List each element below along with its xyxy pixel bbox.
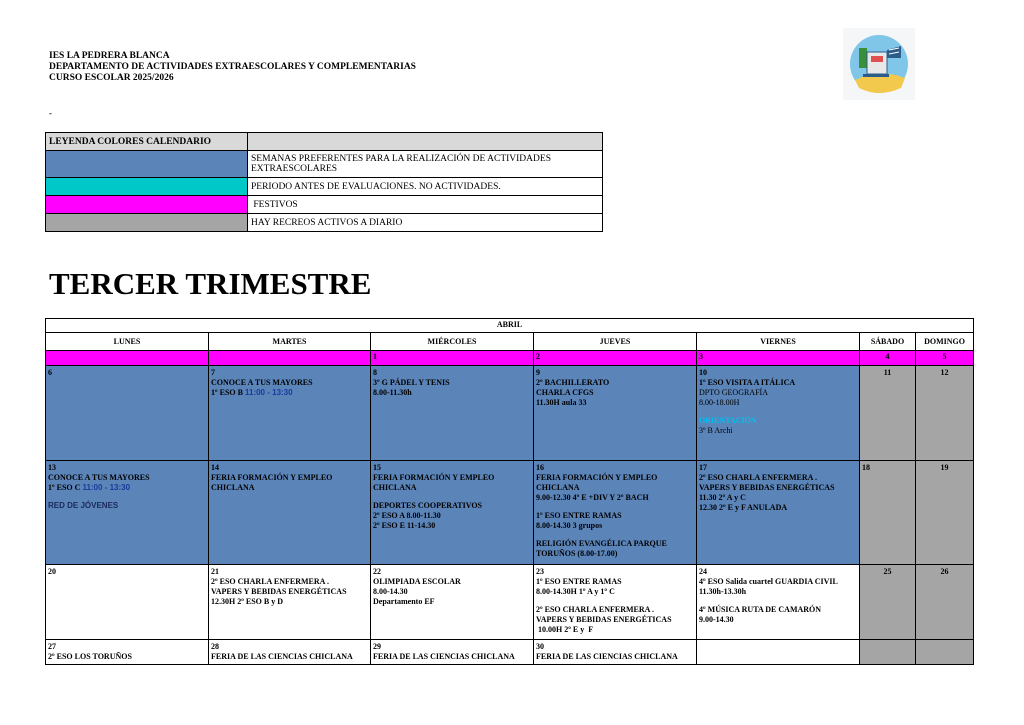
activity-detail: 10.00H 2º E y F (536, 625, 594, 634)
school-name: IES LA PEDRERA BLANCA (49, 51, 170, 61)
day-cell-28 (209, 640, 371, 665)
activity-detail: 8.00-14.30 3 grupos (536, 521, 603, 530)
day-header-wednesday: MIÉRCOLES (371, 333, 534, 351)
day-header-thursday: JUEVES (534, 333, 697, 351)
day-cell-25: 25 (860, 565, 916, 640)
day-cell-19: 19 (916, 461, 974, 565)
day-header-saturday: SÁBADO (860, 333, 916, 351)
activity-detail: 2º ESO A 8.00-11.30 (373, 511, 441, 520)
day-cell-13 (46, 461, 209, 565)
day-cell-29 (371, 640, 534, 665)
activity-title: 3º G PÁDEL Y TENIS (373, 378, 450, 387)
activity-time: 11:00 - 13:30 (82, 483, 131, 492)
day-cell-2: 2 (534, 351, 697, 366)
day-cell-empty (860, 640, 916, 665)
day-cell-23 (534, 565, 697, 640)
day-cell-5: 5 (916, 351, 974, 366)
activity-title: 2º ESO CHARLA ENFERMERA . (211, 577, 329, 586)
activity-title: FERIA DE LAS CIENCIAS CHICLANA (536, 652, 678, 661)
color-legend (45, 132, 603, 232)
day-cell-26: 26 (916, 565, 974, 640)
legend-swatch-cyan (46, 178, 248, 196)
day-cell-8 (371, 366, 534, 461)
activity-title: 4º ESO Salida cuartel GUARDIA CIVIL (699, 577, 838, 586)
school-year: CURSO ESCOLAR 2025/2026 (49, 73, 174, 83)
day-number: 27 (48, 642, 56, 651)
activity-title: 2º ESO CHARLA ENFERMERA . (699, 473, 817, 482)
activity-title: CONOCE A TUS MAYORES (48, 473, 150, 482)
activity-detail: 11.30 2º A y C (699, 493, 746, 502)
day-cell-24 (697, 565, 860, 640)
activity-detail: 3º B Archi (699, 426, 733, 435)
activity-title: VAPERS Y BEBIDAS ENERGÉTICAS (536, 615, 672, 624)
activity-title: FERIA FORMACIÓN Y EMPLEO CHICLANA (373, 473, 495, 492)
activity-title: 1º ESO VISITA A ITÁLICA (699, 378, 796, 387)
day-cell-4: 4 (860, 351, 916, 366)
legend-title-blank (248, 133, 603, 151)
page-title: TERCER TRIMESTRE (49, 266, 372, 301)
day-number: 15 (373, 463, 381, 472)
activity-title: CONOCE A TUS MAYORES (211, 378, 313, 387)
day-number: 21 (211, 567, 219, 576)
legend-text-blue: SEMANAS PREFERENTES PARA LA REALIZACIÓN DE ACTIVIDADES EXTRAESCOLARES (248, 151, 603, 178)
legend-text-gray: HAY RECREOS ACTIVOS A DIARIO (248, 214, 603, 232)
activity-detail: 12.30 2º E y F ANULADA (699, 503, 788, 512)
day-cell-14 (209, 461, 371, 565)
day-cell-22 (371, 565, 534, 640)
day-number: 28 (211, 642, 219, 651)
day-cell-21 (209, 565, 371, 640)
activity-time: 11:00 - 13:30 (244, 388, 293, 397)
activity-detail: 1º ESO C 11:00 - 13:30 (48, 483, 131, 492)
activity-detail: 9.00-12.30 4º E +DIV Y 2º BACH (536, 493, 649, 502)
day-number: 30 (536, 642, 544, 651)
day-number: 7 (211, 368, 215, 377)
activity-title: 2º ESO LOS TORUÑOS (48, 652, 132, 661)
day-cell-27 (46, 640, 209, 665)
activity-detail: 11.30H aula 33 (536, 398, 587, 407)
school-logo-icon (843, 28, 915, 100)
activity-detail: 8.00-11.30h (373, 388, 412, 397)
activity-detail: CHARLA CFGS (536, 388, 594, 397)
day-cell-empty (46, 351, 209, 366)
activity-title: DEPORTES COOPERATIVOS (373, 501, 482, 510)
day-cell-empty (209, 351, 371, 366)
activity-detail: 12.30H 2º ESO B y D (211, 597, 283, 606)
legend-text-magenta: FESTIVOS (248, 196, 603, 214)
day-cell-7 (209, 366, 371, 461)
legend-swatch-magenta (46, 196, 248, 214)
legend-title: LEYENDA COLORES CALENDARIO (46, 133, 248, 151)
activity-detail: DPTO GEOGRAFÍA (699, 388, 768, 397)
day-number: 8 (373, 368, 377, 377)
day-cell-empty (697, 640, 860, 665)
day-header-tuesday: MARTES (209, 333, 371, 351)
day-cell-10 (697, 366, 860, 461)
day-cell-30 (534, 640, 697, 665)
activity-detail: 11.30h-13.30h (699, 587, 747, 596)
activity-title: 2º ESO CHARLA ENFERMERA . (536, 605, 654, 614)
day-cell-3: 3 (697, 351, 860, 366)
day-number: 24 (699, 567, 707, 576)
day-cell-empty (916, 640, 974, 665)
activity-title: 1º ESO ENTRE RAMAS (536, 577, 622, 586)
document-header (49, 51, 416, 84)
activity-title: 2º BACHILLERATO (536, 378, 610, 387)
day-number: 9 (536, 368, 540, 377)
day-number: 16 (536, 463, 544, 472)
activity-detail: 2º ESO E 11-14.30 (373, 521, 436, 530)
activity-title: 1º ESO ENTRE RAMAS (536, 511, 622, 520)
month-name: ABRIL (46, 319, 974, 333)
day-header-monday: LUNES (46, 333, 209, 351)
day-number: 29 (373, 642, 381, 651)
activity-detail: 8.00-18.00H (699, 398, 740, 407)
activity-title: OLIMPIADA ESCOLAR (373, 577, 461, 586)
day-number: 13 (48, 463, 56, 472)
activity-title: VAPERS Y BEBIDAS ENERGÉTICAS (699, 483, 835, 492)
day-cell-11: 11 (860, 366, 916, 461)
dash-mark: - (49, 108, 52, 118)
day-number: 10 (699, 368, 707, 377)
legend-text-cyan: PERIODO ANTES DE EVALUACIONES. NO ACTIVIDADES. (248, 178, 603, 196)
day-cell-17 (697, 461, 860, 565)
activity-detail: Departamento EF (373, 597, 435, 606)
department-name: DEPARTAMENTO DE ACTIVIDADES EXTRAESCOLARES Y COMPLEMENTARIAS (49, 62, 416, 72)
activity-title: RED DE JÓVENES (48, 501, 119, 510)
april-calendar (45, 318, 974, 665)
day-cell-1: 1 (371, 351, 534, 366)
day-cell-15 (371, 461, 534, 565)
activity-detail: 8.00-14.30H 1º A y 1º C (536, 587, 615, 596)
day-cell-9 (534, 366, 697, 461)
day-cell-20: 20 (46, 565, 209, 640)
day-cell-12: 12 (916, 366, 974, 461)
orientation-label: ORIENTACIÓN (699, 416, 757, 425)
day-cell-6: 6 (46, 366, 209, 461)
activity-detail: 9.00-14.30 (699, 615, 734, 624)
day-number: 23 (536, 567, 544, 576)
day-number: 17 (699, 463, 707, 472)
activity-title: FERIA DE LAS CIENCIAS CHICLANA (373, 652, 515, 661)
activity-title: VAPERS Y BEBIDAS ENERGÉTICAS (211, 587, 347, 596)
day-number: 22 (373, 567, 381, 576)
activity-title: FERIA FORMACIÓN Y EMPLEO CHICLANA (536, 473, 658, 492)
activity-detail: 1º ESO B 11:00 - 13:30 (211, 388, 293, 397)
activity-title: 4º MÚSICA RUTA DE CAMARÓN (699, 605, 822, 614)
day-cell-16 (534, 461, 697, 565)
activity-title: FERIA FORMACIÓN Y EMPLEO CHICLANA (211, 473, 333, 492)
day-number: 14 (211, 463, 219, 472)
day-header-sunday: DOMINGO (916, 333, 974, 351)
day-header-friday: VIERNES (697, 333, 860, 351)
activity-title: FERIA DE LAS CIENCIAS CHICLANA (211, 652, 353, 661)
legend-swatch-gray (46, 214, 248, 232)
day-cell-18: 18 (860, 461, 916, 565)
activity-title: RELIGIÓN EVANGÉLICA PARQUE TORUÑOS (8.00-17.00) (536, 539, 667, 558)
legend-swatch-blue (46, 151, 248, 178)
activity-detail: 8.00-14.30 (373, 587, 408, 596)
